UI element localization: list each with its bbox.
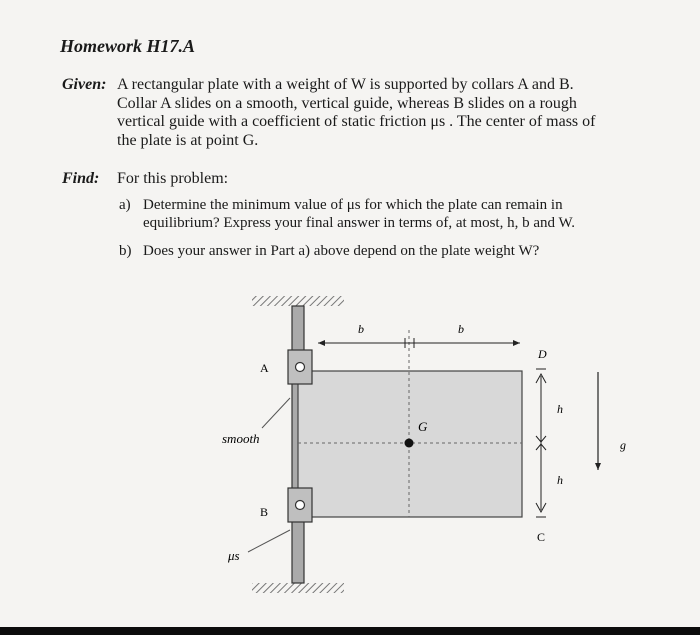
bottom-support-hatch — [252, 583, 344, 593]
smooth-leader-line — [262, 398, 290, 428]
bottom-edge-bar — [0, 627, 700, 635]
given-line-1: A rectangular plate with a weight of W is supported by collars A and B. — [117, 76, 574, 93]
part-a-marker: a) — [119, 197, 131, 213]
label-mu: μs — [228, 548, 240, 563]
given-line-4: the plate is at point G. — [117, 131, 259, 149]
label-b-left: b — [358, 322, 364, 336]
find-intro: For this problem: — [117, 170, 229, 187]
homework-title: Homework H17.A — [60, 36, 196, 56]
b-dimension — [318, 338, 520, 348]
center-of-mass-dot — [405, 439, 414, 448]
collar-a — [288, 350, 312, 384]
label-g-point: G — [418, 419, 428, 434]
part-b-marker: b) — [119, 243, 132, 259]
find-label: Find: — [62, 170, 100, 187]
label-b-right: b — [458, 322, 464, 336]
mu-leader-line — [248, 530, 290, 552]
label-h-lower: h — [557, 473, 563, 487]
given-label: Given: — [62, 76, 107, 93]
label-d: D — [538, 347, 547, 361]
h-dimension — [536, 369, 546, 517]
part-a-line-2: equilibrium? Express your final answer in terms of, at most, h, b and W. — [143, 215, 576, 231]
given-line-3: vertical guide with a coefficient of static friction μs . The center of mass of — [117, 113, 596, 130]
given-line-2: Collar A slides on a smooth, vertical guide, whereas B slides on a rough — [117, 94, 577, 112]
label-gravity: g — [620, 438, 626, 452]
part-b-text: Does your answer in Part a) above depend on the plate weight W? — [143, 243, 540, 259]
collar-b — [288, 488, 312, 522]
part-a-line-1: Determine the minimum value of μs for which the plate can remain in — [143, 197, 563, 213]
label-b: B — [260, 505, 269, 519]
label-h-upper: h — [557, 402, 563, 416]
label-smooth: smooth — [222, 431, 260, 446]
label-c: C — [537, 530, 546, 544]
top-support-hatch — [252, 296, 344, 306]
label-a: A — [260, 361, 269, 375]
